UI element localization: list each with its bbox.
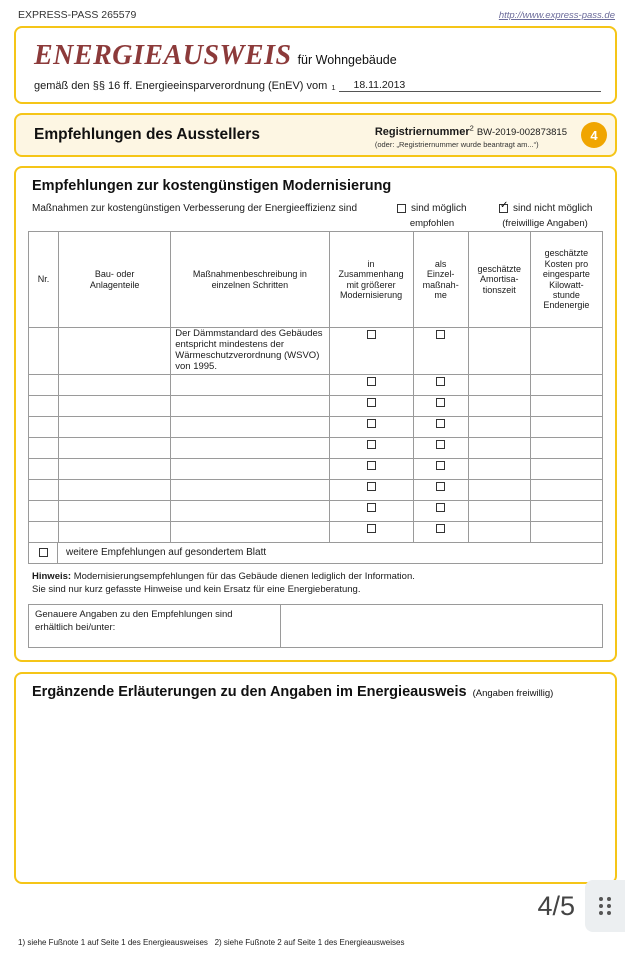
cell-kosten[interactable] bbox=[530, 458, 602, 479]
cell-checkbox-einzel[interactable] bbox=[413, 416, 468, 437]
possibility-lead-text: Maßnahmen zur kostengünstigen Verbesserung der Energieeffizienz sind bbox=[32, 203, 358, 214]
cell-checkbox-zusammenhang[interactable] bbox=[329, 395, 413, 416]
cell-kosten[interactable] bbox=[530, 328, 602, 375]
table-row bbox=[29, 437, 603, 458]
cell-beschreibung[interactable] bbox=[171, 395, 329, 416]
cell-checkbox-zusammenhang[interactable] bbox=[329, 374, 413, 395]
legal-basis-text: gemäß den §§ 16 ff. Energieeinsparverordnung (EnEV) vom bbox=[34, 80, 328, 92]
col-zus-line4: Modernisierung bbox=[340, 289, 403, 300]
cell-kosten[interactable] bbox=[530, 500, 602, 521]
cell-nr[interactable] bbox=[29, 479, 59, 500]
table-row bbox=[29, 500, 603, 521]
more-options-button[interactable] bbox=[585, 880, 625, 932]
table-row bbox=[29, 374, 603, 395]
page-footnotes bbox=[18, 938, 613, 947]
checkbox-weitere-icon[interactable] bbox=[39, 548, 48, 557]
checkbox-einzel-icon[interactable] bbox=[436, 524, 445, 533]
col-zus-line2: Zusammenhang bbox=[338, 269, 404, 280]
footnote-ref-2: 2 bbox=[469, 122, 474, 132]
cell-checkbox-einzel[interactable] bbox=[413, 500, 468, 521]
document-header bbox=[14, 26, 617, 104]
cell-nr[interactable] bbox=[29, 328, 59, 375]
details-contact-value[interactable] bbox=[281, 605, 602, 647]
measures-table-body bbox=[29, 328, 603, 543]
checkbox-zusammenhang-icon[interactable] bbox=[367, 330, 376, 339]
page-indicator: 4/5 bbox=[537, 891, 575, 921]
checkbox-zusammenhang-icon[interactable] bbox=[367, 461, 376, 470]
additional-recommendations-row[interactable] bbox=[28, 542, 603, 564]
cell-bauteil[interactable] bbox=[59, 521, 171, 542]
cell-amortisation[interactable] bbox=[468, 395, 530, 416]
col-amo-line3: tionszeit bbox=[482, 284, 516, 295]
modernisation-recommendations-section bbox=[14, 166, 617, 662]
page-badge: 4 bbox=[581, 122, 607, 148]
option-possible-label: sind möglich bbox=[411, 203, 467, 214]
col-zus-line3: mit größerer bbox=[346, 279, 396, 290]
cell-checkbox-zusammenhang[interactable] bbox=[329, 500, 413, 521]
col-amo-line2: Amortisa- bbox=[480, 274, 519, 285]
checkbox-zusammenhang-icon[interactable] bbox=[367, 398, 376, 407]
checkbox-zusammenhang-icon[interactable] bbox=[367, 440, 376, 449]
cell-amortisation[interactable] bbox=[468, 500, 530, 521]
footnote-2: 2) siehe Fußnote 2 auf Seite 1 des Energieausweises bbox=[214, 938, 405, 947]
table-row bbox=[29, 416, 603, 437]
col-einzelmassnahme bbox=[413, 232, 468, 328]
checkbox-einzel-icon[interactable] bbox=[436, 377, 445, 386]
details-contact-box bbox=[28, 604, 603, 648]
cell-checkbox-einzel[interactable] bbox=[413, 437, 468, 458]
hinweis-label: Hinweis: bbox=[32, 570, 72, 582]
supplement-title: Ergänzende Erläuterungen zu den Angaben im Energieausweis bbox=[32, 684, 467, 701]
source-url[interactable]: http://www.express-pass.de bbox=[498, 10, 615, 21]
checkbox-weitere-empfehlungen[interactable] bbox=[28, 542, 58, 564]
cell-bauteil[interactable] bbox=[59, 395, 171, 416]
issuer-recommendations-bar bbox=[14, 113, 617, 157]
cell-amortisation[interactable] bbox=[468, 479, 530, 500]
cell-nr[interactable] bbox=[29, 437, 59, 458]
cell-beschreibung[interactable] bbox=[171, 374, 329, 395]
checkbox-zusammenhang-icon[interactable] bbox=[367, 377, 376, 386]
cell-checkbox-einzel[interactable] bbox=[413, 479, 468, 500]
registration-note: (oder: „Registriernummer wurde beantragt am...“) bbox=[374, 139, 539, 149]
cell-bauteil[interactable] bbox=[59, 328, 171, 375]
possibility-options-row bbox=[32, 203, 601, 214]
col-bauteile-line2: Anlagenteile bbox=[89, 279, 140, 290]
checkbox-einzel-icon[interactable] bbox=[436, 482, 445, 491]
col-kost-line2: Kosten pro bbox=[544, 258, 589, 269]
checkbox-zusammenhang-icon[interactable] bbox=[367, 524, 376, 533]
cell-bauteil[interactable] bbox=[59, 479, 171, 500]
col-einz-line2: Einzel- bbox=[426, 269, 455, 280]
checkbox-einzel-icon[interactable] bbox=[436, 503, 445, 512]
col-einz-line4: me bbox=[434, 289, 447, 300]
hinweis-block bbox=[32, 571, 599, 597]
weitere-empfehlungen-label: weitere Empfehlungen auf gesondertem Blatt bbox=[58, 542, 603, 564]
footnote-1: 1) siehe Fußnote 1 auf Seite 1 des Energieausweises bbox=[18, 938, 208, 947]
cell-amortisation[interactable] bbox=[468, 374, 530, 395]
checkbox-einzel-icon[interactable] bbox=[436, 330, 445, 339]
grid-dots-icon bbox=[599, 897, 611, 915]
col-kost-line5: stunde bbox=[552, 289, 580, 300]
cell-amortisation[interactable] bbox=[468, 521, 530, 542]
document-title: ENERGIEAUSWEIS bbox=[34, 40, 292, 71]
checkbox-einzel-icon[interactable] bbox=[436, 461, 445, 470]
cell-beschreibung[interactable] bbox=[171, 521, 329, 542]
cell-kosten[interactable] bbox=[530, 521, 602, 542]
cell-nr[interactable] bbox=[29, 416, 59, 437]
supplementary-explanations-section bbox=[14, 672, 617, 884]
col-einz-line1: als bbox=[434, 258, 447, 269]
table-header-row bbox=[29, 232, 603, 328]
table-row bbox=[29, 395, 603, 416]
cell-bauteil[interactable] bbox=[59, 416, 171, 437]
supplement-heading bbox=[32, 684, 603, 700]
cell-checkbox-einzel[interactable] bbox=[413, 328, 468, 375]
pass-id: EXPRESS-PASS 265579 bbox=[18, 9, 137, 21]
cell-kosten[interactable] bbox=[530, 437, 602, 458]
col-nr: Nr. bbox=[29, 232, 59, 328]
details-contact-line2: erhältlich bei/unter: bbox=[35, 621, 116, 633]
col-amo-line1: geschätzte bbox=[477, 263, 522, 274]
details-contact-line1: Genauere Angaben zu den Empfehlungen sind bbox=[35, 609, 233, 621]
group-header-empfohlen: empfohlen bbox=[409, 218, 455, 229]
table-row bbox=[29, 521, 603, 542]
col-bauteile-line1: Bau- oder bbox=[94, 269, 135, 280]
col-massnahmenbeschreibung bbox=[171, 232, 329, 328]
hinweis-line2: Sie sind nur kurz gefasste Hinweise und kein Ersatz für eine Energieberatung. bbox=[32, 583, 361, 595]
cell-amortisation[interactable] bbox=[468, 437, 530, 458]
checkbox-zusammenhang-icon[interactable] bbox=[367, 503, 376, 512]
cell-beschreibung[interactable] bbox=[171, 416, 329, 437]
col-zus-line1: in bbox=[367, 258, 375, 269]
issuer-bar-title: Empfehlungen des Ausstellers bbox=[34, 126, 260, 143]
col-mass-line1: Maßnahmenbeschreibung in bbox=[192, 269, 307, 280]
cell-kosten[interactable] bbox=[530, 416, 602, 437]
col-kost-line3: eingesparte bbox=[542, 269, 590, 280]
registration-block bbox=[375, 122, 601, 149]
checkbox-einzel-icon[interactable] bbox=[436, 440, 445, 449]
cell-bauteil[interactable] bbox=[59, 458, 171, 479]
checkbox-einzel-icon[interactable] bbox=[436, 419, 445, 428]
registration-number: BW-2019-002873815 bbox=[476, 126, 567, 138]
col-bauteile bbox=[59, 232, 171, 328]
cell-checkbox-zusammenhang[interactable] bbox=[329, 437, 413, 458]
option-possible[interactable] bbox=[397, 203, 499, 214]
hinweis-line1: Modernisierungsempfehlungen für das Gebäude dienen lediglich der Information. bbox=[71, 570, 415, 582]
table-row bbox=[29, 328, 603, 375]
col-kost-line6: Endenergie bbox=[543, 300, 590, 311]
cell-nr[interactable] bbox=[29, 521, 59, 542]
table-row bbox=[29, 458, 603, 479]
registration-label: Registriernummer bbox=[374, 125, 470, 138]
checkbox-zusammenhang-icon[interactable] bbox=[367, 419, 376, 428]
cell-kosten[interactable] bbox=[530, 374, 602, 395]
cell-checkbox-einzel[interactable] bbox=[413, 521, 468, 542]
cell-bauteil[interactable] bbox=[59, 374, 171, 395]
checkbox-zusammenhang-icon[interactable] bbox=[367, 482, 376, 491]
option-not-possible[interactable] bbox=[499, 203, 601, 214]
col-einz-line3: maßnah- bbox=[422, 279, 459, 290]
cell-checkbox-zusammenhang[interactable] bbox=[329, 479, 413, 500]
cell-amortisation[interactable] bbox=[468, 328, 530, 375]
cell-checkbox-zusammenhang[interactable] bbox=[329, 458, 413, 479]
col-kost-line4: Kilowatt- bbox=[549, 279, 584, 290]
cell-bauteil[interactable] bbox=[59, 437, 171, 458]
checkbox-not-possible-icon[interactable] bbox=[499, 204, 508, 213]
cell-kosten[interactable] bbox=[530, 479, 602, 500]
cell-kosten[interactable] bbox=[530, 395, 602, 416]
col-kosten bbox=[530, 232, 602, 328]
col-mass-line2: einzelnen Schritten bbox=[211, 279, 289, 290]
issue-date: 18.11.2013 bbox=[339, 79, 601, 92]
cell-beschreibung[interactable] bbox=[171, 437, 329, 458]
cell-nr[interactable] bbox=[29, 458, 59, 479]
document-subtitle: für Wohngebäude bbox=[297, 53, 397, 67]
cell-nr[interactable] bbox=[29, 374, 59, 395]
cell-beschreibung[interactable]: Der Dämmstandard des Gebäudes entspricht mindestens der Wärmeschutzverordnung (WSVO) von 1995. bbox=[171, 328, 329, 375]
page-topbar bbox=[14, 0, 617, 26]
option-not-possible-label: sind nicht möglich bbox=[513, 203, 593, 214]
col-zusammenhang bbox=[329, 232, 413, 328]
group-header-freiwillig: (freiwillige Angaben) bbox=[502, 218, 588, 229]
section-title: Empfehlungen zur kostengünstigen Modernisierung bbox=[32, 178, 392, 194]
cell-checkbox-zusammenhang[interactable] bbox=[329, 416, 413, 437]
cell-checkbox-zusammenhang[interactable] bbox=[329, 521, 413, 542]
supplement-free-note: (Angaben freiwillig) bbox=[472, 688, 554, 700]
measures-table bbox=[28, 231, 603, 543]
cell-checkbox-zusammenhang[interactable] bbox=[329, 328, 413, 375]
col-kost-line1: geschätzte bbox=[544, 248, 589, 259]
table-group-headers bbox=[32, 218, 601, 229]
checkbox-einzel-icon[interactable] bbox=[436, 398, 445, 407]
table-row bbox=[29, 479, 603, 500]
details-contact-label bbox=[29, 605, 281, 647]
cell-nr[interactable] bbox=[29, 395, 59, 416]
cell-beschreibung[interactable] bbox=[171, 458, 329, 479]
checkbox-possible-icon[interactable] bbox=[397, 204, 406, 213]
cell-nr[interactable] bbox=[29, 500, 59, 521]
cell-amortisation[interactable] bbox=[468, 416, 530, 437]
cell-checkbox-einzel[interactable] bbox=[413, 395, 468, 416]
cell-beschreibung[interactable] bbox=[171, 500, 329, 521]
col-amortisation bbox=[468, 232, 530, 328]
cell-amortisation[interactable] bbox=[468, 458, 530, 479]
cell-checkbox-einzel[interactable] bbox=[413, 374, 468, 395]
cell-checkbox-einzel[interactable] bbox=[413, 458, 468, 479]
cell-bauteil[interactable] bbox=[59, 500, 171, 521]
footnote-ref-1: 1 bbox=[331, 83, 336, 92]
cell-beschreibung[interactable] bbox=[171, 479, 329, 500]
